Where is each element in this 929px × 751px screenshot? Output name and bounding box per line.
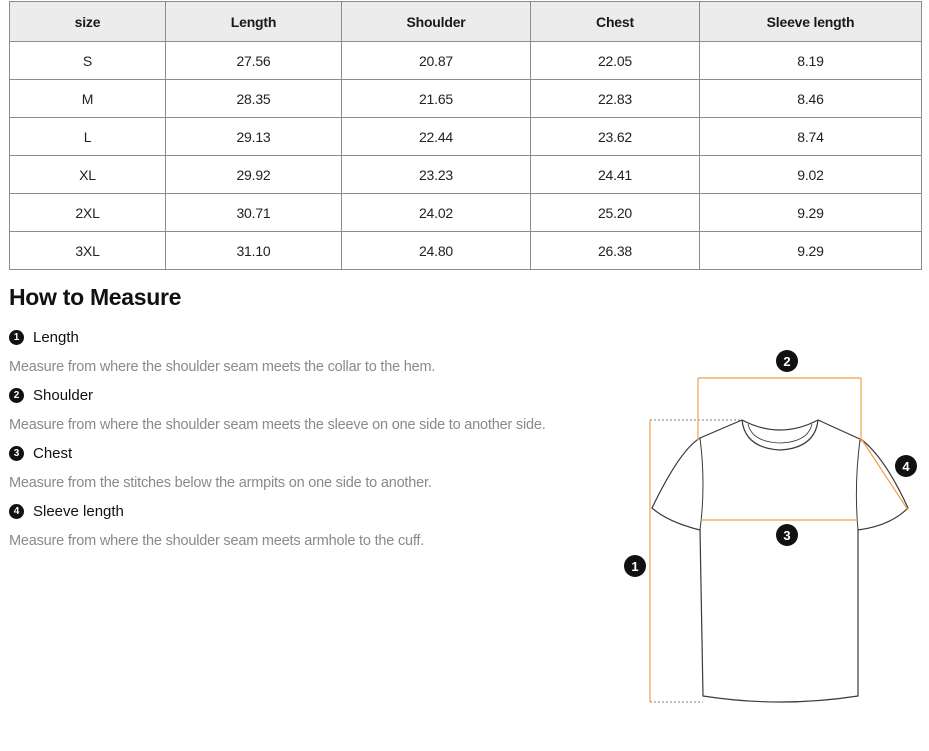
step-description: Measure from where the shoulder seam meets the sleeve on one side to another side. [9,417,546,433]
tshirt-measurement-diagram [610,340,929,720]
number-1-icon: 1 [9,330,24,345]
cell-chest: 24.41 [531,156,700,194]
step-sleeve-length [9,503,124,520]
marker-label: 3 [783,528,791,543]
header-size: size [10,2,166,42]
header-chest: Chest [531,2,700,42]
marker-3 [776,524,798,546]
right-armhole-seam [856,440,860,530]
tshirt-outline-icon [652,420,908,702]
table-row [10,156,922,194]
cell-sleeve-length: 8.19 [700,42,922,80]
number-4-icon: 4 [9,504,24,519]
cell-shoulder: 24.02 [342,194,531,232]
table-row [10,118,922,156]
number-2-icon: 2 [9,388,24,403]
step-name: Shoulder [33,387,94,404]
cell-length: 29.92 [166,156,342,194]
cell-size: XL [10,156,166,194]
table-row [10,232,922,270]
cell-length: 28.35 [166,80,342,118]
header-sleeve-length: Sleeve length [700,2,922,42]
cell-sleeve-length: 9.29 [700,194,922,232]
header-shoulder: Shoulder [342,2,531,42]
cell-size: 2XL [10,194,166,232]
cell-length: 27.56 [166,42,342,80]
marker-2 [776,350,798,372]
cell-size: L [10,118,166,156]
how-to-measure-title: How to Measure [9,284,182,310]
cell-chest: 23.62 [531,118,700,156]
table-row [10,80,922,118]
left-armhole-seam [700,438,703,530]
number-3-icon: 3 [9,446,24,461]
cell-length: 30.71 [166,194,342,232]
cell-sleeve-length: 8.74 [700,118,922,156]
size-chart-table [9,1,922,270]
cell-shoulder: 23.23 [342,156,531,194]
cell-length: 31.10 [166,232,342,270]
cell-length: 29.13 [166,118,342,156]
cell-size: M [10,80,166,118]
table-header-row [10,2,922,42]
step-description: Measure from where the shoulder seam meets the collar to the hem. [9,359,436,375]
step-chest [9,445,72,462]
table-row [10,42,922,80]
marker-label: 1 [631,559,639,574]
step-description: Measure from the stitches below the armpits on one side to another. [9,475,432,491]
cell-shoulder: 20.87 [342,42,531,80]
step-shoulder [9,387,93,404]
cell-sleeve-length: 9.29 [700,232,922,270]
step-name: Chest [33,445,73,462]
cell-shoulder: 22.44 [342,118,531,156]
cell-chest: 22.83 [531,80,700,118]
header-length: Length [166,2,342,42]
marker-label: 2 [783,354,791,369]
cell-sleeve-length: 8.46 [700,80,922,118]
cell-size: S [10,42,166,80]
cell-chest: 22.05 [531,42,700,80]
cell-shoulder: 21.65 [342,80,531,118]
cell-chest: 26.38 [531,232,700,270]
step-name: Length [33,329,79,346]
cell-size: 3XL [10,232,166,270]
marker-label: 4 [902,459,910,474]
cell-sleeve-length: 9.02 [700,156,922,194]
cell-shoulder: 24.80 [342,232,531,270]
table-row [10,194,922,232]
marker-4 [895,455,917,477]
marker-1 [624,555,646,577]
step-description: Measure from where the shoulder seam meets armhole to the cuff. [9,533,425,549]
step-length [9,329,79,346]
step-name: Sleeve length [33,503,124,520]
cell-chest: 25.20 [531,194,700,232]
